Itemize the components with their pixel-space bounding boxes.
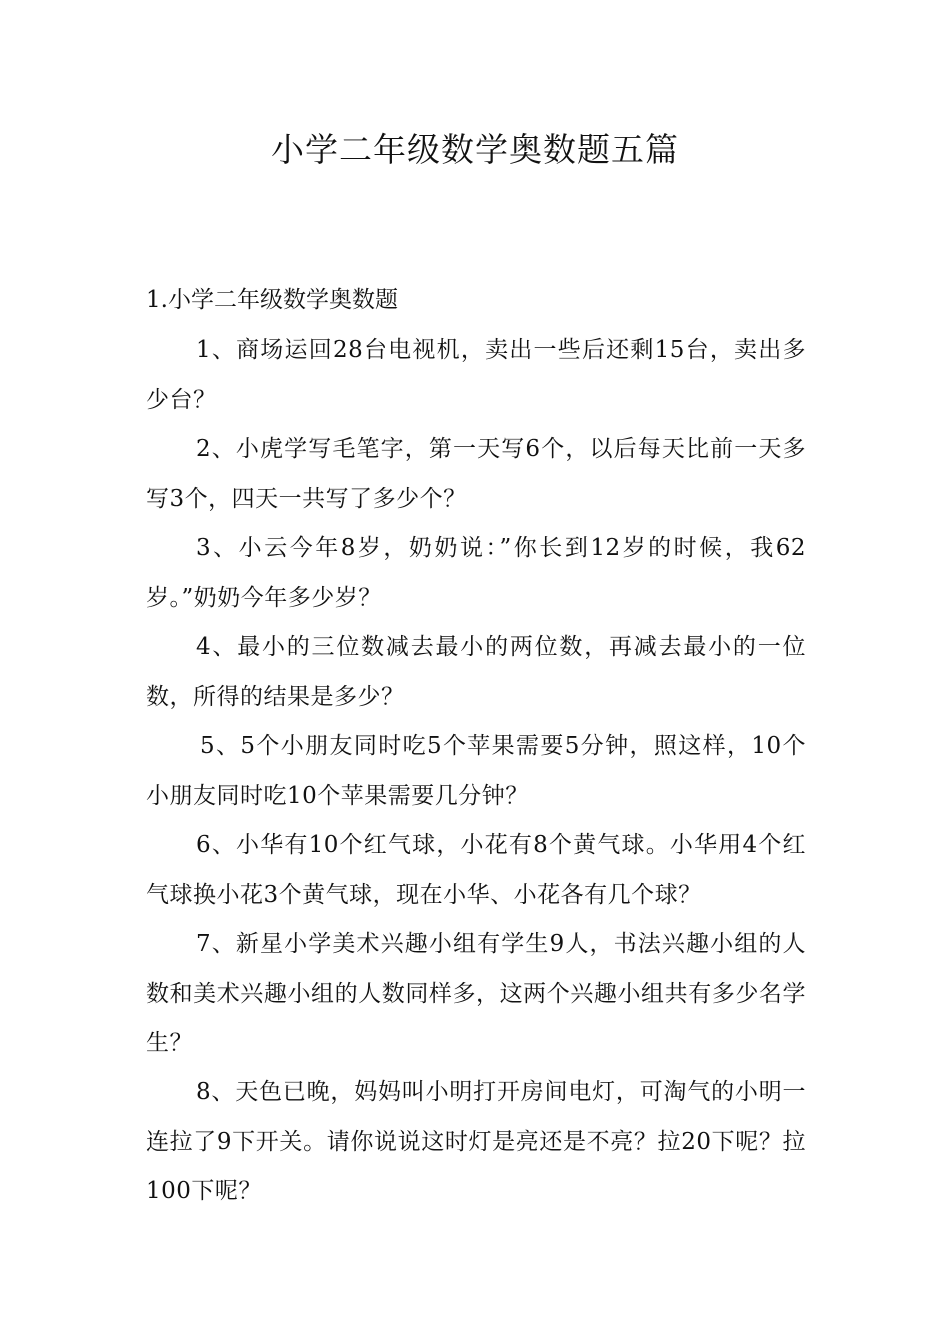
question-6: 6、小华有10个红气球，小花有8个黄气球。小华用4个红气球换小花3个黄气球，现在小华、小花各有几个球？ [146, 832, 806, 908]
document-title: 小学二年级数学奥数题五篇 [271, 130, 679, 169]
question-1: 1、商场运回28台电视机，卖出一些后还剩15台，卖出多少台？ [146, 337, 806, 413]
question-8: 8、天色已晚，妈妈叫小明打开房间电灯，可淘气的小明一连拉了9下开关。请你说说这时灯是亮还是不亮？拉20下呢？拉100下呢？ [146, 1079, 806, 1204]
question-2: 2、小虎学写毛笔字，第一天写6个，以后每天比前一天多写3个，四天一共写了多少个？ [146, 436, 806, 512]
question-5: 5、5个小朋友同时吃5个苹果需要5分钟，照这样，10个小朋友同时吃10个苹果需要几分钟？ [146, 733, 806, 809]
question-4: 4、最小的三位数减去最小的两位数，再减去最小的一位数，所得的结果是多少？ [146, 634, 806, 710]
section-heading: 1.小学二年级数学奥数题 [146, 287, 398, 313]
question-7: 7、新星小学美术兴趣小组有学生9人，书法兴趣小组的人数和美术兴趣小组的人数同样多，这两个兴趣小组共有多少名学生？ [146, 931, 806, 1056]
question-3: 3、小云今年8岁，奶奶说：”你长到12岁的时候，我62岁。”奶奶今年多少岁？ [146, 535, 806, 611]
